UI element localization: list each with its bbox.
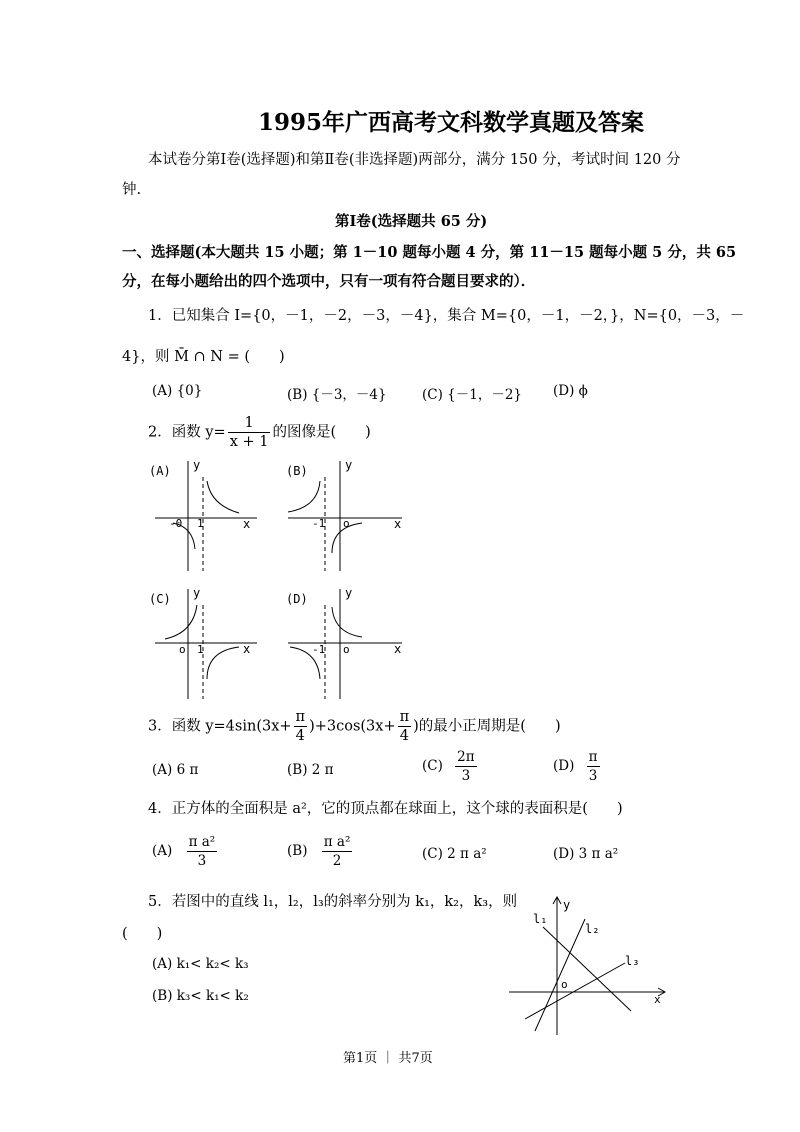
fraction-denominator: 2 xyxy=(332,853,342,869)
graph-c-x-label: x xyxy=(243,642,251,656)
option-label: (C) xyxy=(422,758,443,774)
graph-b-letter: (B) xyxy=(286,464,308,478)
graph-a-origin-mark: -0 xyxy=(169,517,183,530)
option-label: (A) xyxy=(152,843,173,859)
page-footer: 第1页 ｜ 共7页 xyxy=(343,1051,433,1066)
option-c-fraction xyxy=(455,748,476,785)
question-3-prefix: 3．函数 y=4sin(3x+ xyxy=(148,718,292,735)
graph-d-x-label: x xyxy=(394,642,402,656)
fraction-numerator: 1 xyxy=(228,414,271,433)
line-l3-label: l₃ xyxy=(625,954,640,968)
line-l2-label: l₂ xyxy=(585,922,600,936)
option-d-fraction xyxy=(587,748,600,785)
fraction-denominator: 3 xyxy=(461,768,471,784)
option-label: (B) xyxy=(287,843,308,859)
intro-line-2: 钟. xyxy=(122,182,142,198)
graph-d xyxy=(282,583,412,703)
graph-c-curve-right xyxy=(207,647,239,679)
option-label: (D) xyxy=(553,758,575,774)
fraction-numerator: π xyxy=(399,709,410,725)
fraction-numerator: π xyxy=(588,749,598,765)
graph-c-origin-mark: o xyxy=(179,643,186,656)
question-1-option-c: (C) {－1，－2} xyxy=(422,387,523,403)
question-3-option-d xyxy=(553,748,602,785)
figure-x-label: x xyxy=(654,993,661,1006)
graph-a xyxy=(145,455,265,575)
question-1-option-d: (D) ϕ xyxy=(553,383,588,399)
question-2-suffix: 的图像是( ) xyxy=(272,424,371,441)
question-5-option-a: (A) k₁< k₂< k₃ xyxy=(152,956,249,972)
question-3-stem xyxy=(148,708,561,745)
question-4-option-c: (C) 2 π a² xyxy=(422,846,487,862)
graph-b xyxy=(282,455,412,575)
graph-b-curve-left xyxy=(288,481,320,512)
fraction-numerator: π a² xyxy=(188,834,216,850)
graph-d-letter: (D) xyxy=(286,592,308,606)
question-4-stem: 4．正方体的全面积是 a²，它的顶点都在球面上，这个球的表面积是( ) xyxy=(148,801,623,817)
fraction-denominator: x + 1 xyxy=(229,434,269,450)
fraction-denominator: 3 xyxy=(197,853,207,869)
line-l1 xyxy=(543,927,631,1011)
line-l1-label: l₁ xyxy=(533,912,548,926)
graph-d-origin-mark: -1 xyxy=(312,643,326,656)
question-3-fraction-2 xyxy=(398,708,412,745)
graph-a-y-label: y xyxy=(193,458,201,472)
graph-a-curve-right xyxy=(207,481,239,513)
option-a-fraction xyxy=(187,833,218,870)
graph-b-origin-mark: -1 xyxy=(312,517,326,530)
question-3-fraction-1 xyxy=(294,708,308,745)
section1-instructions-1: 一、选择题(本大题共 15 小题；第 1－10 题每小题 4 分，第 11－15 题每小题 5 分，共 65 xyxy=(122,244,737,261)
graph-c xyxy=(145,583,265,703)
question-1-prefix: 4}，则 xyxy=(122,349,170,365)
question-1-option-b: (B) {－3，－4} xyxy=(287,387,387,403)
graph-b-x-label: x xyxy=(394,517,402,531)
question-4-option-a xyxy=(152,833,219,870)
graph-b-y-label: y xyxy=(345,458,353,472)
graph-c-letter: (C) xyxy=(149,592,171,606)
graph-c-curve-left xyxy=(165,605,197,639)
question-5-line-1: 5．若图中的直线 l₁，l₂，l₃的斜率分别为 k₁，k₂，k₃，则 xyxy=(148,894,518,910)
graph-a-tick-label: 1 xyxy=(197,517,204,530)
fraction-denominator: 3 xyxy=(588,768,598,784)
question-2-prefix: 2．函数 y= xyxy=(148,424,226,441)
graph-a-letter: (A) xyxy=(149,464,171,478)
question-4-option-d: (D) 3 π a² xyxy=(553,846,619,862)
lines-figure xyxy=(505,895,670,1040)
graph-c-y-label: y xyxy=(193,586,201,600)
fraction-numerator: π xyxy=(295,709,306,725)
line-l2 xyxy=(535,919,585,1031)
fraction-numerator: π a² xyxy=(323,834,351,850)
question-2-fraction xyxy=(228,414,271,451)
question-2-stem xyxy=(148,414,371,451)
question-1-line-1: 1．已知集合 I={0，－1，－2，－3，－4}，集合 M={0，－1，－2，}，N={0，－3，－ xyxy=(148,308,745,324)
page-title: 1995年广西高考文科数学真题及答案 xyxy=(258,109,645,136)
section1-instructions-2: 分，在每小题给出的四个选项中，只有一项有符合题目要求的）． xyxy=(122,273,536,290)
graph-d-tick-label: o xyxy=(343,643,350,656)
part1-title: 第Ⅰ卷(选择题共 65 分) xyxy=(335,213,488,230)
question-1-option-a: (A) {0} xyxy=(152,383,203,399)
question-3-option-c xyxy=(422,748,479,785)
question-1-expression: M̄ ∩ N = ( ) xyxy=(174,349,285,365)
option-b-fraction xyxy=(322,833,353,870)
question-4-option-b xyxy=(287,833,354,870)
question-1-line-2 xyxy=(122,345,285,366)
figure-origin: o xyxy=(561,978,568,991)
question-3-suffix: )的最小正周期是( ) xyxy=(413,718,561,735)
question-3-option-b: (B) 2 π xyxy=(287,762,334,778)
question-5-line-2: ( ) xyxy=(122,926,163,942)
fraction-numerator: 2π xyxy=(457,749,475,765)
graph-b-tick-label: o xyxy=(343,517,350,530)
fraction-denominator: 4 xyxy=(295,728,305,744)
graph-a-x-label: x xyxy=(243,517,251,531)
intro-line-1: 本试卷分第Ⅰ卷(选择题)和第Ⅱ卷(非选择题)两部分，满分 150 分，考试时间 120 分 xyxy=(148,152,681,168)
graph-d-y-label: y xyxy=(345,586,353,600)
question-3-middle: )+3cos(3x+ xyxy=(309,718,396,735)
graph-b-curve-right xyxy=(332,523,362,553)
graph-d-curve-right xyxy=(332,607,362,637)
question-5-option-b: (B) k₃< k₁< k₂ xyxy=(152,988,249,1004)
question-3-option-a: (A) 6 π xyxy=(152,762,199,778)
figure-y-label: y xyxy=(563,898,571,912)
graph-c-tick-label: 1 xyxy=(197,643,204,656)
fraction-denominator: 4 xyxy=(399,728,409,744)
